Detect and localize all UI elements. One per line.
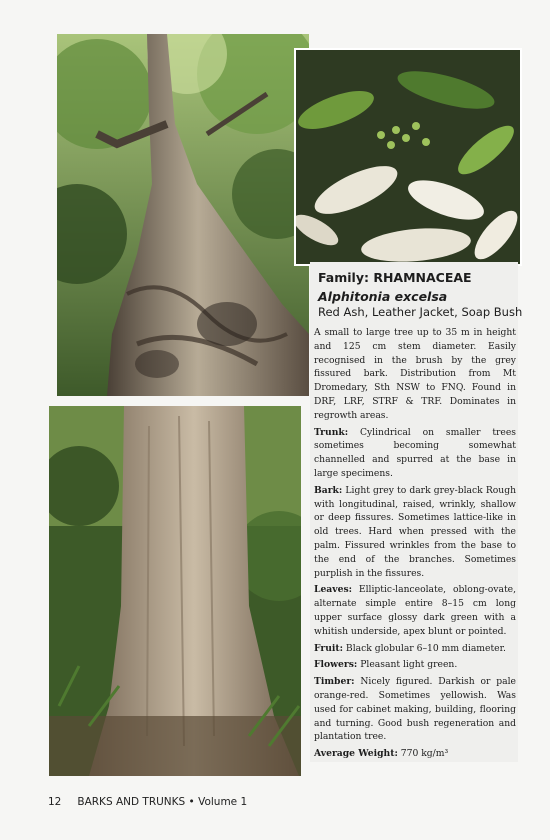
photo-leaves-fruit bbox=[294, 48, 522, 266]
section-label: Fruit: bbox=[314, 642, 344, 654]
page-number: 12 bbox=[48, 796, 62, 808]
section-text: Elliptic-lanceolate, oblong-ovate, alternate simple entire 8–15 cm long upper surface glossy dark green with a whitish underside, apex blunt or pointed. bbox=[314, 584, 516, 637]
section-label: Trunk: bbox=[314, 426, 349, 438]
section-leaves bbox=[314, 583, 516, 638]
species-name: Alphitonia excelsa bbox=[318, 289, 448, 304]
section-text: Pleasant light green. bbox=[357, 659, 458, 671]
intro-paragraph: A small to large tree up to 35 m in height and 125 cm stem diameter. Easily recognised in the brush by the grey fissured bark. Distribution from Mt Dromedary, Sth NSW to FNQ. Found in DRF, LRF, STRF & TRF. Dominates in regrowth areas. bbox=[314, 327, 516, 421]
section-label: Leaves: bbox=[314, 584, 353, 596]
section-text: Light grey to dark grey-black Rough with longitudinal, raised, wrinkly, shallow or deep fissures. Sometimes lattice-like in old trees. Hard when pressed with the palm. Fissured wrinkles from the base to the end of the branches. Sometimes purplish in the fissures. bbox=[314, 484, 516, 579]
section-text: Cylindrical on smaller trees sometimes becoming somewhat channelled and spurred at the base in large specimens. bbox=[314, 426, 516, 479]
description-text bbox=[314, 326, 516, 764]
section-label: Average Weight: bbox=[314, 748, 398, 760]
photo-trunk-upward bbox=[57, 34, 309, 396]
section-bark bbox=[314, 484, 516, 581]
section-timber bbox=[314, 675, 516, 744]
section-label: Timber: bbox=[314, 676, 355, 688]
photo-trunk-base bbox=[49, 406, 301, 776]
common-names: Red Ash, Leather Jacket, Soap Bush bbox=[318, 305, 523, 319]
section-text: 770 kg/m³ bbox=[397, 748, 449, 760]
section-label: Bark: bbox=[314, 484, 343, 496]
family-heading: Family: RHAMNACEAE bbox=[318, 270, 472, 285]
section-flowers bbox=[314, 658, 516, 672]
section-fruit bbox=[314, 642, 516, 656]
section-trunk bbox=[314, 426, 516, 481]
section-label: Flowers: bbox=[314, 659, 358, 671]
book-title: BARKS AND TRUNKS • Volume 1 bbox=[77, 796, 248, 808]
section-weight bbox=[314, 747, 516, 761]
section-text: Nicely figured. Darkish or pale orange-red. Sometimes yellowish. Was used for cabinet making, building, flooring and turning. Good bush regeneration and plantation tree. bbox=[314, 676, 516, 743]
page-footer bbox=[48, 796, 247, 808]
section-text: Black globular 6–10 mm diameter. bbox=[343, 642, 506, 654]
